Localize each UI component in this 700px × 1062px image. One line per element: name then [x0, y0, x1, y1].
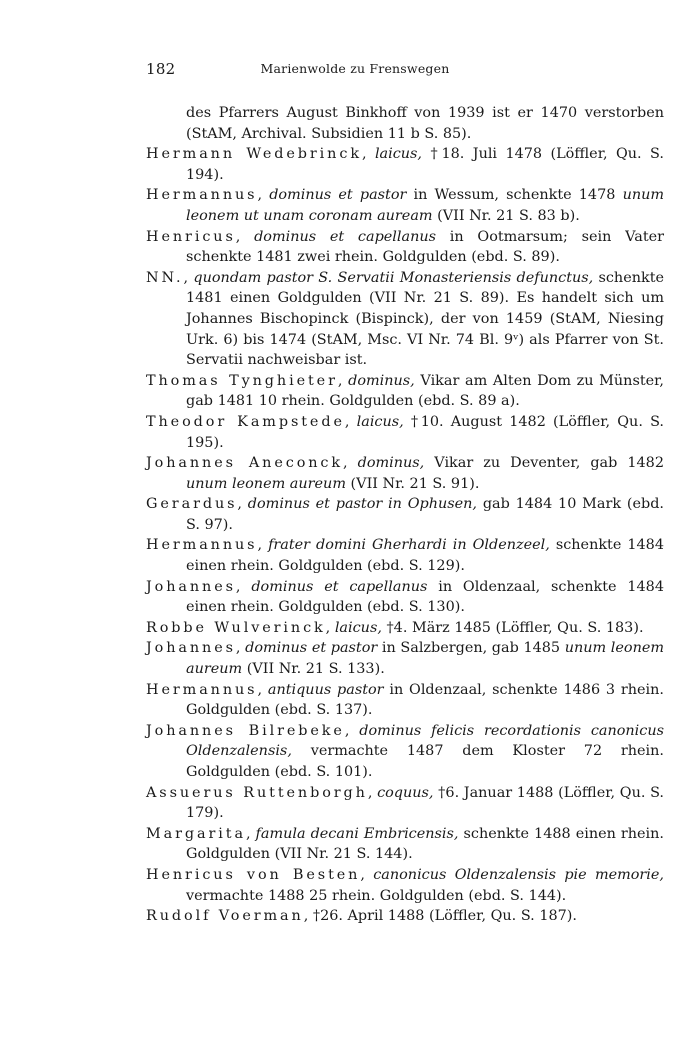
entry-text: ,: [367, 784, 378, 801]
register-entry: [146, 618, 664, 639]
register-entry: [146, 227, 664, 268]
entry-person-name: Hermannus: [146, 681, 258, 698]
entry-text: des Pfarrers August Binkhoff von 1939 ist er 1470 verstorben (StAM, Archival. Subsidien 11 b S. 85).: [186, 105, 664, 142]
entry-text: (VII Nr. 21 S. 91).: [345, 475, 480, 492]
entry-text: ,: [344, 722, 360, 739]
register-entry: [146, 906, 664, 927]
entry-text: in Ootmarsum; sein Vater schenkte 1481 zwei rhein. Goldgulden (ebd. S. 89).: [186, 228, 665, 266]
entry-person-name: Johannes Aneconck: [146, 455, 344, 472]
register-entry: [146, 577, 664, 618]
entry-person-name: Hermann Wedebrinck: [146, 146, 362, 163]
entry-person-name: Margarita: [146, 825, 246, 842]
entry-person-name: Rudolf Voerman: [146, 908, 304, 925]
entry-text: vermachte 1487 dem Kloster 72 rhein. Goldgulden (ebd. S. 101).: [186, 743, 664, 780]
entry-person-name: Robbe Wulverinck: [146, 619, 326, 636]
entry-text: ,: [257, 187, 270, 204]
entry-latin-text: laicus,: [374, 146, 423, 163]
entry-latin-text: dominus,: [348, 372, 415, 389]
entry-text: ,: [237, 496, 248, 513]
page-header: [146, 60, 564, 80]
register-entry: [146, 453, 664, 494]
page-number: 182: [146, 60, 176, 78]
register-entry: [146, 185, 664, 226]
entry-latin-text: dominus felicis recordationis canonicus Oldenzalensis,: [186, 722, 664, 760]
register-entry: [146, 680, 664, 721]
register-entry: [146, 783, 664, 824]
entry-latin-text: dominus et capellanus: [251, 578, 428, 595]
entry-latin-text: canonicus Oldenzalensis pie memorie,: [373, 866, 664, 883]
entry-text: ,: [235, 228, 255, 245]
entry-person-name: Johannes Bilrebeke: [146, 722, 345, 739]
entry-latin-text: unum leonem aureum: [186, 475, 346, 492]
entry-person-name: Johannes: [146, 640, 236, 657]
entry-person-name: NN.: [146, 269, 184, 286]
entry-text: ,: [361, 146, 375, 163]
entry-text: schenkte 1481 einen Goldgulden (VII Nr. 21 S. 89). Es handelt sich um Johannes Bischopinck (Bispinck), der von 1459 (StAM, Niesing Urk. 6) bis 1474 (StAM, Msc. VI Nr. 74 Bl. 9ᵛ) als Pfarrer von St. Servatii nachweisbar ist.: [186, 269, 665, 369]
entry-text: ,: [257, 681, 268, 698]
entry-latin-text: dominus,: [357, 455, 425, 472]
entry-text: ,: [360, 866, 374, 883]
entry-person-name: Henricus: [146, 228, 236, 245]
entry-person-name: Theodor Kampstede: [146, 413, 345, 430]
entry-person-name: Assuerus Ruttenborgh: [146, 784, 368, 801]
entry-text: in Oldenzaal, schenkte 1486 3 rhein. Goldgulden (ebd. S. 137).: [186, 681, 664, 719]
entry-text: ,: [344, 413, 357, 430]
entry-latin-text: unum leonem ut unam coronam auream: [186, 187, 665, 224]
register-entry: [146, 371, 664, 412]
register-entry: [146, 865, 664, 906]
running-head: Marienwolde zu Frenswegen: [260, 61, 450, 76]
register-entry: [146, 268, 664, 371]
entry-latin-text: dominus et pastor in Ophusen,: [247, 496, 478, 513]
entry-latin-text: famula decani Embricensis,: [255, 825, 459, 842]
entry-text: (VII Nr. 21 S. 133).: [242, 661, 385, 678]
entry-text: schenkte 1484 einen rhein. Goldgulden (ebd. S. 129).: [186, 537, 664, 575]
entry-latin-text: coquus,: [377, 784, 434, 801]
entry-text: (VII Nr. 21 S. 83 b).: [432, 207, 580, 224]
entry-person-name: Hermannus: [146, 187, 258, 204]
entry-latin-text: frater domini Gherhardi in Oldenzeel,: [268, 537, 550, 554]
entry-text: Vikar zu Deventer, gab 1482: [424, 455, 664, 472]
entry-text: gab 1484 10 Mark (ebd. S. 97).: [186, 496, 664, 533]
entry-text: in Wessum, schenkte 1478: [406, 187, 623, 204]
entry-text: in Oldenzaal, schenkte 1484 einen rhein. Goldgulden (ebd. S. 130).: [186, 578, 664, 616]
entry-text: ,: [245, 825, 256, 842]
register-entry: [146, 824, 664, 865]
register-entry: [146, 144, 664, 185]
entry-latin-text: laicus,: [334, 619, 382, 636]
entry-person-name: Gerardus: [146, 496, 238, 513]
entry-person-name: Johannes: [146, 578, 236, 595]
entry-latin-text: dominus et capellanus: [254, 228, 437, 245]
entry-text: , †26. April 1488 (Löffler, Qu. S. 187).: [303, 908, 577, 925]
register-entry: [146, 103, 664, 144]
entry-text: ,: [325, 619, 335, 636]
entry-latin-text: dominus et pastor: [245, 640, 378, 657]
register-entry: [146, 412, 664, 453]
entry-text: ,: [337, 372, 349, 389]
register-entry: [146, 494, 664, 535]
entry-person-name: Hermannus: [146, 537, 258, 554]
register-entries: [146, 103, 664, 927]
entry-text: ,: [343, 455, 358, 472]
entry-text: Vikar am Alten Dom zu Münster, gab 1481 10 rhein. Goldgulden (ebd. S. 89 a).: [186, 372, 664, 410]
entry-text: in Salzbergen, gab 1485: [377, 640, 565, 657]
entry-text: ,: [235, 640, 246, 657]
entry-person-name: Henricus von Besten: [146, 866, 361, 883]
entry-text: ,: [235, 578, 252, 595]
register-entry: [146, 535, 664, 576]
entry-text: †10. August 1482 (Löffler, Qu. S. 195).: [186, 413, 664, 451]
entry-text: schenkte 1488 einen rhein. Goldgulden (VII Nr. 21 S. 144).: [186, 825, 665, 863]
entry-latin-text: quondam pastor S. Servatii Monasteriensis defunctus,: [193, 269, 594, 286]
entry-text: ,: [183, 269, 194, 286]
register-entry: [146, 721, 664, 783]
entry-text: †18. Juli 1478 (Löffler, Qu. S. 194).: [186, 146, 664, 183]
entry-latin-text: laicus,: [356, 413, 404, 430]
entry-text: ,: [257, 537, 269, 554]
entry-person-name: Thomas Tynghieter: [146, 372, 338, 389]
entry-text: †6. Januar 1488 (Löffler, Qu. S. 179).: [186, 784, 664, 822]
entry-latin-text: unum leonem aureum: [186, 640, 664, 678]
entry-text: vermachte 1488 25 rhein. Goldgulden (ebd. S. 144).: [186, 887, 567, 904]
entry-text: †4. März 1485 (Löffler, Qu. S. 183).: [381, 619, 644, 636]
entry-latin-text: dominus et pastor: [269, 187, 407, 204]
register-entry: [146, 638, 664, 679]
entry-latin-text: antiquus pastor: [267, 681, 384, 698]
